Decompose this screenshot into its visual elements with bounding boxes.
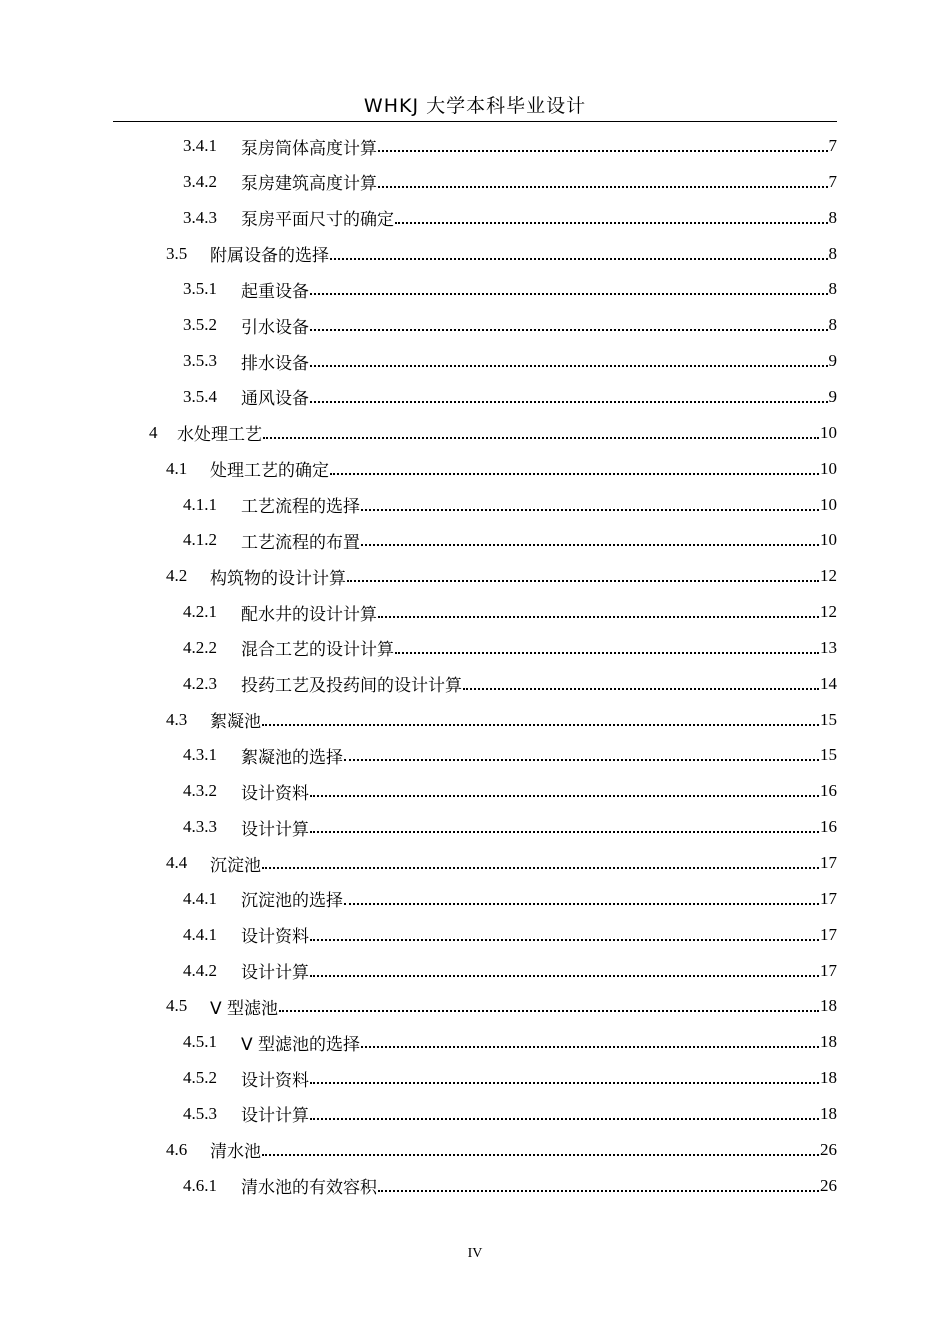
toc-entry-title: 排水设备 bbox=[241, 353, 309, 374]
toc-leader-dots bbox=[347, 579, 819, 582]
toc-entry[interactable] bbox=[183, 487, 837, 523]
toc-entry[interactable] bbox=[183, 917, 837, 953]
toc-entry-page: 8 bbox=[828, 279, 837, 299]
toc-leader-dots bbox=[378, 1189, 819, 1192]
toc-leader-dots bbox=[361, 1045, 819, 1048]
toc-entry-title: 设计资料 bbox=[241, 1070, 309, 1091]
toc-entry[interactable] bbox=[166, 558, 837, 594]
toc-leader-dots bbox=[310, 328, 828, 331]
toc-entry-page: 16 bbox=[820, 781, 837, 801]
toc-entry[interactable] bbox=[183, 666, 837, 702]
toc-entry-title: 配水井的设计计算 bbox=[241, 604, 377, 625]
toc-entry-number: 3.4.1 bbox=[183, 136, 217, 155]
toc-leader-dots bbox=[310, 1081, 819, 1084]
toc-leader-dots bbox=[344, 902, 819, 905]
toc-entry[interactable] bbox=[183, 307, 837, 343]
toc-leader-dots bbox=[310, 830, 819, 833]
toc-entry-title: 构筑物的设计计算 bbox=[210, 568, 346, 589]
toc-entry-number: 3.5.4 bbox=[183, 386, 217, 406]
toc-entry[interactable] bbox=[166, 1132, 837, 1168]
toc-entry-number: 4.6 bbox=[166, 1139, 188, 1159]
toc-entry-title: 设计计算 bbox=[241, 963, 309, 984]
toc-entry-number: 4.5 bbox=[166, 996, 188, 1016]
toc-entry-number: 4.4 bbox=[166, 853, 188, 872]
toc-entry-title: 沉淀池的选择 bbox=[241, 891, 343, 912]
toc-leader-dots bbox=[378, 185, 828, 188]
toc-leader-dots bbox=[310, 938, 819, 941]
toc-entry-title: V 型滤池 bbox=[210, 998, 279, 1019]
toc-entry-number: 4 bbox=[149, 422, 158, 442]
toc-leader-dots bbox=[361, 543, 819, 546]
toc-entry[interactable] bbox=[166, 702, 837, 738]
toc-entry-number: 4.3.2 bbox=[183, 781, 217, 801]
toc-entry[interactable] bbox=[166, 236, 837, 272]
toc-entry-page: 8 bbox=[828, 207, 837, 227]
toc-leader-dots bbox=[378, 615, 819, 618]
toc-entry-page: 10 bbox=[820, 458, 837, 478]
toc-entry-page: 12 bbox=[820, 566, 837, 586]
toc-entry-number: 4.2.1 bbox=[183, 602, 217, 622]
toc-entry-page: 12 bbox=[820, 602, 837, 622]
toc-leader-dots bbox=[378, 149, 828, 152]
toc-entry-page: 15 bbox=[820, 709, 837, 729]
toc-entry[interactable] bbox=[149, 415, 837, 451]
toc-entry-page: 17 bbox=[820, 853, 837, 872]
toc-leader-dots bbox=[310, 400, 828, 403]
toc-entry-page: 18 bbox=[820, 1032, 837, 1052]
toc-entry-title: 清水池 bbox=[210, 1142, 261, 1163]
toc-entry-page: 9 bbox=[828, 386, 837, 406]
toc-entry-page: 18 bbox=[820, 1103, 837, 1123]
toc-entry-page: 9 bbox=[828, 351, 837, 371]
toc-entry-page: 8 bbox=[828, 243, 837, 263]
toc-entry[interactable] bbox=[183, 809, 837, 845]
toc-entry-page: 13 bbox=[820, 637, 837, 657]
toc-entry-page: 7 bbox=[828, 171, 837, 191]
toc-entry[interactable] bbox=[183, 1168, 837, 1204]
toc-entry[interactable] bbox=[166, 451, 837, 487]
toc-leader-dots bbox=[463, 687, 819, 690]
toc-entry-number: 4.3.1 bbox=[183, 745, 217, 765]
toc-entry-title: 泵房筒体高度计算 bbox=[241, 138, 377, 159]
toc-entry-title: 投药工艺及投药间的设计计算 bbox=[241, 676, 462, 697]
toc-entry-page: 15 bbox=[820, 745, 837, 765]
toc-entry[interactable] bbox=[183, 343, 837, 379]
toc-leader-dots bbox=[344, 758, 819, 761]
toc-leader-dots bbox=[279, 1009, 819, 1012]
toc-entry-number: 3.5.2 bbox=[183, 315, 217, 335]
toc-leader-dots bbox=[310, 364, 828, 367]
toc-entry[interactable] bbox=[166, 845, 837, 881]
toc-entry-title: 水处理工艺 bbox=[177, 425, 262, 446]
toc-entry-title: V 型滤池的选择 bbox=[241, 1034, 361, 1055]
toc-leader-dots bbox=[310, 974, 819, 977]
toc-entry-page: 16 bbox=[820, 817, 837, 837]
toc-entry-number: 3.5 bbox=[166, 243, 188, 263]
toc-entry[interactable] bbox=[183, 1060, 837, 1096]
toc-leader-dots bbox=[262, 1153, 819, 1156]
toc-entry-title: 引水设备 bbox=[241, 317, 309, 338]
toc-entry-title: 通风设备 bbox=[241, 389, 309, 410]
toc-entry-page: 18 bbox=[820, 996, 837, 1016]
toc-entry-title: 附属设备的选择 bbox=[210, 246, 329, 267]
toc-entry-number: 4.1 bbox=[166, 458, 188, 478]
toc-entry-number: 4.5.3 bbox=[183, 1103, 217, 1123]
toc-leader-dots bbox=[310, 794, 819, 797]
toc-entry-page: 17 bbox=[820, 960, 837, 980]
page-number: IV bbox=[467, 1246, 483, 1261]
toc-leader-dots bbox=[395, 221, 828, 224]
toc-leader-dots bbox=[262, 866, 819, 869]
toc-entry-page: 7 bbox=[828, 136, 837, 155]
toc-entry-number: 4.2 bbox=[166, 566, 188, 586]
toc-entry-title: 工艺流程的布置 bbox=[241, 532, 360, 553]
toc-entry[interactable] bbox=[183, 164, 837, 200]
toc-leader-dots bbox=[263, 436, 819, 439]
toc-entry-title: 沉淀池 bbox=[210, 855, 261, 876]
toc-entry-title: 起重设备 bbox=[241, 281, 309, 302]
toc-entry-title: 絮凝池 bbox=[210, 712, 261, 733]
toc-entry[interactable] bbox=[183, 953, 837, 989]
toc-entry-number: 3.5.3 bbox=[183, 351, 217, 371]
toc-entry-page: 14 bbox=[820, 673, 837, 693]
toc-entry-number: 3.4.2 bbox=[183, 171, 217, 191]
toc-leader-dots bbox=[361, 508, 819, 511]
toc-entry[interactable] bbox=[166, 988, 837, 1024]
toc-entry-page: 8 bbox=[828, 315, 837, 335]
toc-entry-title: 絮凝池的选择 bbox=[241, 747, 343, 768]
toc-entry-number: 3.4.3 bbox=[183, 207, 217, 227]
header-rule bbox=[113, 121, 837, 122]
toc-entry-title: 设计计算 bbox=[241, 819, 309, 840]
page-header-title: WHKJ 大学本科毕业设计 bbox=[363, 95, 587, 117]
toc-entry-number: 4.1.1 bbox=[183, 494, 217, 514]
toc-entry-page: 17 bbox=[820, 888, 837, 908]
toc-entry-number: 4.4.1 bbox=[183, 924, 217, 944]
toc-entry-title: 泵房建筑高度计算 bbox=[241, 174, 377, 195]
toc-entry-title: 处理工艺的确定 bbox=[210, 461, 329, 482]
toc-entry-page: 17 bbox=[820, 924, 837, 944]
toc-entry-number: 4.2.2 bbox=[183, 637, 217, 657]
toc-entry[interactable] bbox=[183, 1096, 837, 1132]
toc-entry-number: 4.1.2 bbox=[183, 530, 217, 550]
toc-entry-page: 10 bbox=[820, 422, 837, 442]
toc-entry-title: 泵房平面尺寸的确定 bbox=[241, 210, 394, 231]
toc-entry-title: 设计计算 bbox=[241, 1106, 309, 1127]
toc-entry[interactable] bbox=[183, 271, 837, 307]
toc-entry-title: 设计资料 bbox=[241, 783, 309, 804]
toc-leader-dots bbox=[262, 723, 819, 726]
toc-entry[interactable] bbox=[183, 773, 837, 809]
toc-entry[interactable] bbox=[183, 630, 837, 666]
toc-leader-dots bbox=[310, 292, 828, 295]
toc-entry-title: 清水池的有效容积 bbox=[241, 1178, 377, 1199]
toc-entry-page: 26 bbox=[820, 1139, 837, 1159]
toc-entry[interactable] bbox=[183, 881, 837, 917]
toc-entry[interactable] bbox=[183, 1024, 837, 1060]
toc-entry-page: 26 bbox=[820, 1175, 837, 1195]
toc-entry-number: 4.4.1 bbox=[183, 888, 217, 908]
toc-entry-number: 4.3.3 bbox=[183, 817, 217, 837]
toc-entry[interactable] bbox=[183, 128, 837, 164]
toc-entry[interactable] bbox=[183, 737, 837, 773]
toc-entry-title: 混合工艺的设计计算 bbox=[241, 640, 394, 661]
toc-entry-page: 10 bbox=[820, 530, 837, 550]
toc-leader-dots bbox=[330, 257, 828, 260]
toc-entry-number: 4.5.1 bbox=[183, 1032, 217, 1052]
toc-entry-number: 4.3 bbox=[166, 709, 188, 729]
toc-leader-dots bbox=[330, 472, 819, 475]
toc-leader-dots bbox=[310, 1117, 819, 1120]
toc-entry-number: 4.6.1 bbox=[183, 1175, 217, 1195]
toc-entry-page: 18 bbox=[820, 1068, 837, 1088]
toc-entry-page: 10 bbox=[820, 494, 837, 514]
toc-entry[interactable] bbox=[183, 594, 837, 630]
toc-entry-number: 3.5.1 bbox=[183, 279, 217, 299]
toc-entry[interactable] bbox=[183, 522, 837, 558]
toc-entry-number: 4.2.3 bbox=[183, 673, 217, 693]
toc-entry[interactable] bbox=[183, 379, 837, 415]
toc-entry[interactable] bbox=[183, 200, 837, 236]
toc-entry-title: 设计资料 bbox=[241, 927, 309, 948]
toc-entry-number: 4.5.2 bbox=[183, 1068, 217, 1088]
toc-entry-title: 工艺流程的选择 bbox=[241, 497, 360, 517]
toc-entry-number: 4.4.2 bbox=[183, 960, 217, 980]
toc-leader-dots bbox=[395, 651, 819, 654]
